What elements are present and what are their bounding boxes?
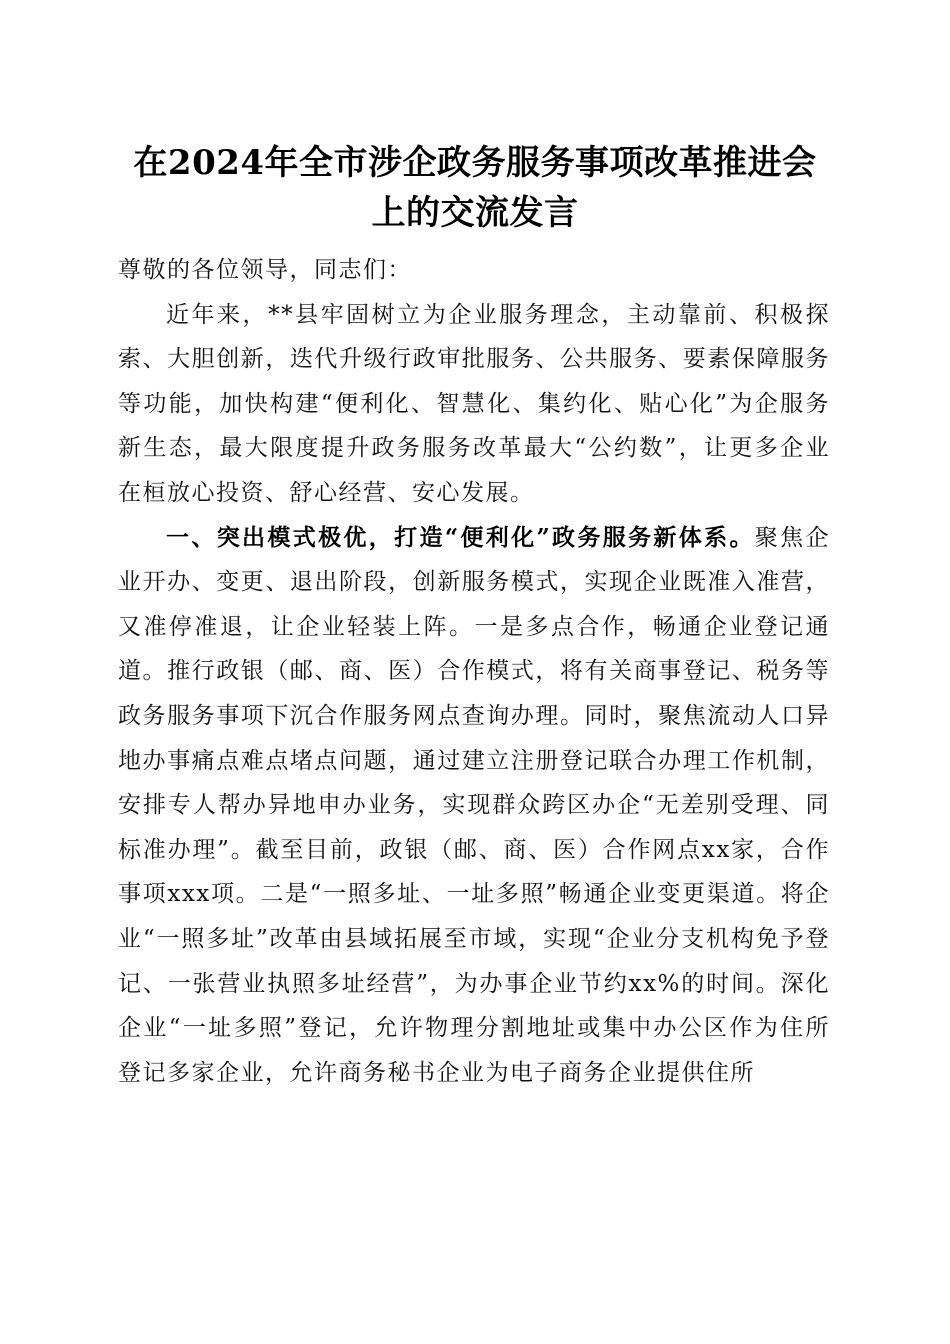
- document-body: [118, 248, 830, 1095]
- section-one-body: 聚焦企业开办、变更、退出阶段，创新服务模式，实现企业既准入准营，又准停准退，让企业轻装上阵。一是多点合作，畅通企业登记通道。推行政银（邮、商、医）合作模式，将有关商事登记、税务等政务服务事项下沉合作服务网点查询办理。同时，聚焦流动人口异地办事痛点难点堵点问题，通过建立注册登记联合办理工作机制，安排专人帮办异地申办业务，实现群众跨区办企“无差别受理、同标准办理”。截至目前，政银（邮、商、医）合作网点xx家，合作事项xxx项。二是“一照多址、一址多照”畅通企业变更渠道。将企业“一照多址”改革由县域拓展至市域，实现“企业分支机构免予登记、一张营业执照多址经营”，为办事企业节约xx%的时间。深化企业“一址多照”登记，允许物理分割地址或集中办公区作为住所登记多家企业，允许商务秘书企业为电子商务企业提供住所: [118, 524, 830, 1086]
- intro-paragraph: 近年来，**县牢固树立为企业服务理念，主动靠前、积极探索、大胆创新，迭代升级行政审批服务、公共服务、要素保障服务等功能，加快构建“便利化、智慧化、集约化、贴心化”为企服务新生态，最大限度提升政务服务改革最大“公约数”，让更多企业在桓放心投资、舒心经营、安心发展。: [118, 301, 830, 506]
- document-title: 在2024年全市涉企政务服务事项改革推进会上的交流发言: [133, 143, 817, 233]
- section-one-paragraph: [118, 516, 830, 1096]
- section-one-heading: 一、突出模式极优，打造“便利化”政务服务新体系。: [166, 523, 755, 551]
- salutation: 尊敬的各位领导，同志们：: [118, 257, 412, 283]
